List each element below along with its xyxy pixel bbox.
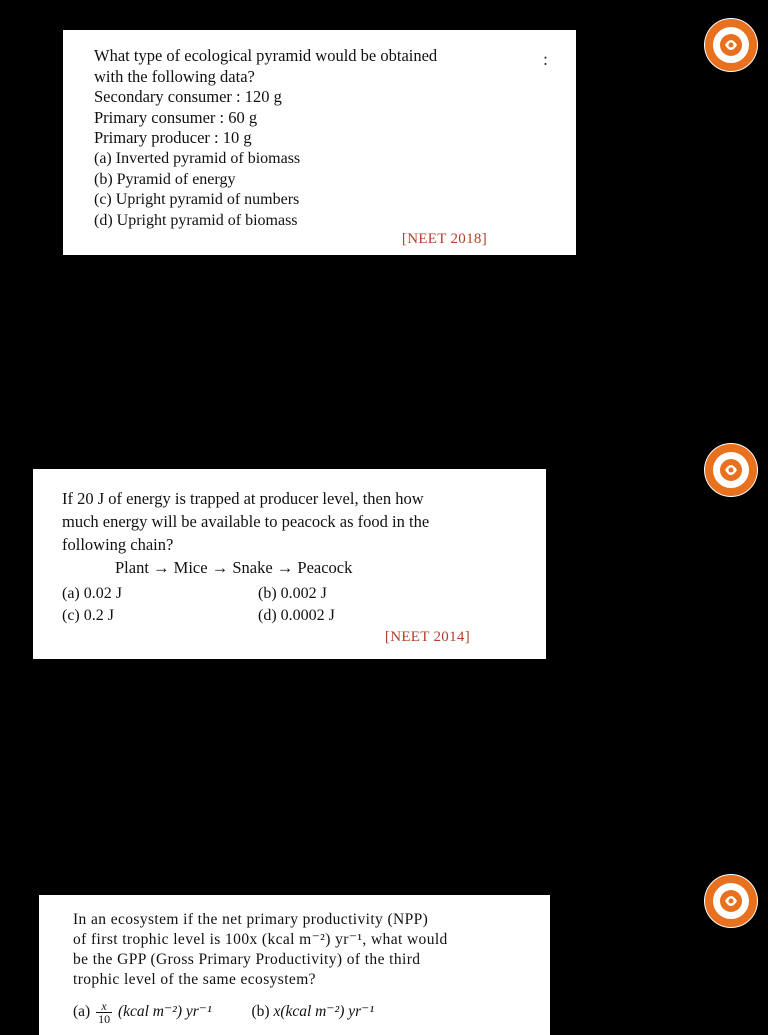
sankalp-neet-vedantu-logo-icon — [703, 873, 759, 929]
fraction-numerator: x — [96, 1000, 112, 1013]
option-b: (b) Pyramid of energy — [94, 170, 236, 188]
option-c: (c) 0.2 J — [62, 607, 114, 624]
option-c: (c) Upright pyramid of numbers — [94, 191, 300, 208]
fraction — [96, 1000, 112, 1025]
option-a — [73, 1000, 212, 1025]
question-2-line: following chain? — [62, 535, 174, 554]
question-2-stem — [62, 487, 429, 556]
more-options-icon[interactable]: : — [542, 49, 548, 69]
question-2-line: much energy will be available to peacock as food in the — [62, 512, 430, 531]
question-3-line: In an ecosystem if the net primary productivity (NPP) — [73, 911, 429, 928]
option-d: (d) 0.0002 J — [258, 607, 335, 624]
option-a: (a) 0.02 J — [62, 585, 122, 602]
sankalp-neet-vedantu-logo-icon — [703, 17, 759, 73]
exam-source-label: [NEET 2018] — [401, 231, 487, 247]
sankalp-neet-vedantu-logo-icon — [703, 442, 759, 498]
option-d: (d) Upright pyramid of biomass — [94, 211, 298, 229]
exam-source-label: [NEET 2014] — [384, 629, 470, 645]
question-3-line: of first trophic level is 100x (kcal m⁻²) yr⁻¹, what would — [73, 931, 448, 948]
fraction-denominator: 10 — [98, 1012, 111, 1026]
question-1-line: What type of ecological pyramid would be obtained — [94, 46, 438, 65]
option-b — [251, 1002, 373, 1021]
question-1-line: Primary consumer : 60 g — [94, 107, 258, 127]
question-card-3 — [39, 895, 550, 1035]
question-1-line: Primary producer : 10 g — [94, 128, 252, 147]
option-a-label: (a) — [73, 1003, 91, 1021]
question-2-options — [62, 583, 335, 627]
option-b: (b) 0.002 J — [258, 585, 327, 602]
question-2-line: If 20 J of energy is trapped at producer level, then how — [62, 489, 424, 508]
question-3-stem — [73, 910, 448, 990]
question-3-options — [73, 1000, 374, 1025]
question-3-line: be the GPP (Gross Primary Productivity) of the third — [73, 951, 421, 968]
option-a-unit: (kcal m⁻²) yr⁻¹ — [117, 1003, 212, 1021]
option-b-label: (b) — [251, 1003, 270, 1021]
option-a: (a) Inverted pyramid of biomass — [94, 150, 301, 167]
question-card-2 — [33, 469, 546, 659]
question-1-line: with the following data? — [94, 66, 255, 86]
question-1-line: Secondary consumer : 120 g — [94, 87, 282, 106]
question-card-1 — [63, 30, 576, 255]
question-1-stem — [94, 46, 437, 149]
option-b-text: x(kcal m⁻²) yr⁻¹ — [273, 1003, 374, 1021]
food-chain: Plant → Mice → Snake → Peacock — [115, 558, 353, 577]
question-3-line: trophic level of the same ecosystem? — [73, 971, 316, 988]
question-1-options — [94, 149, 300, 231]
